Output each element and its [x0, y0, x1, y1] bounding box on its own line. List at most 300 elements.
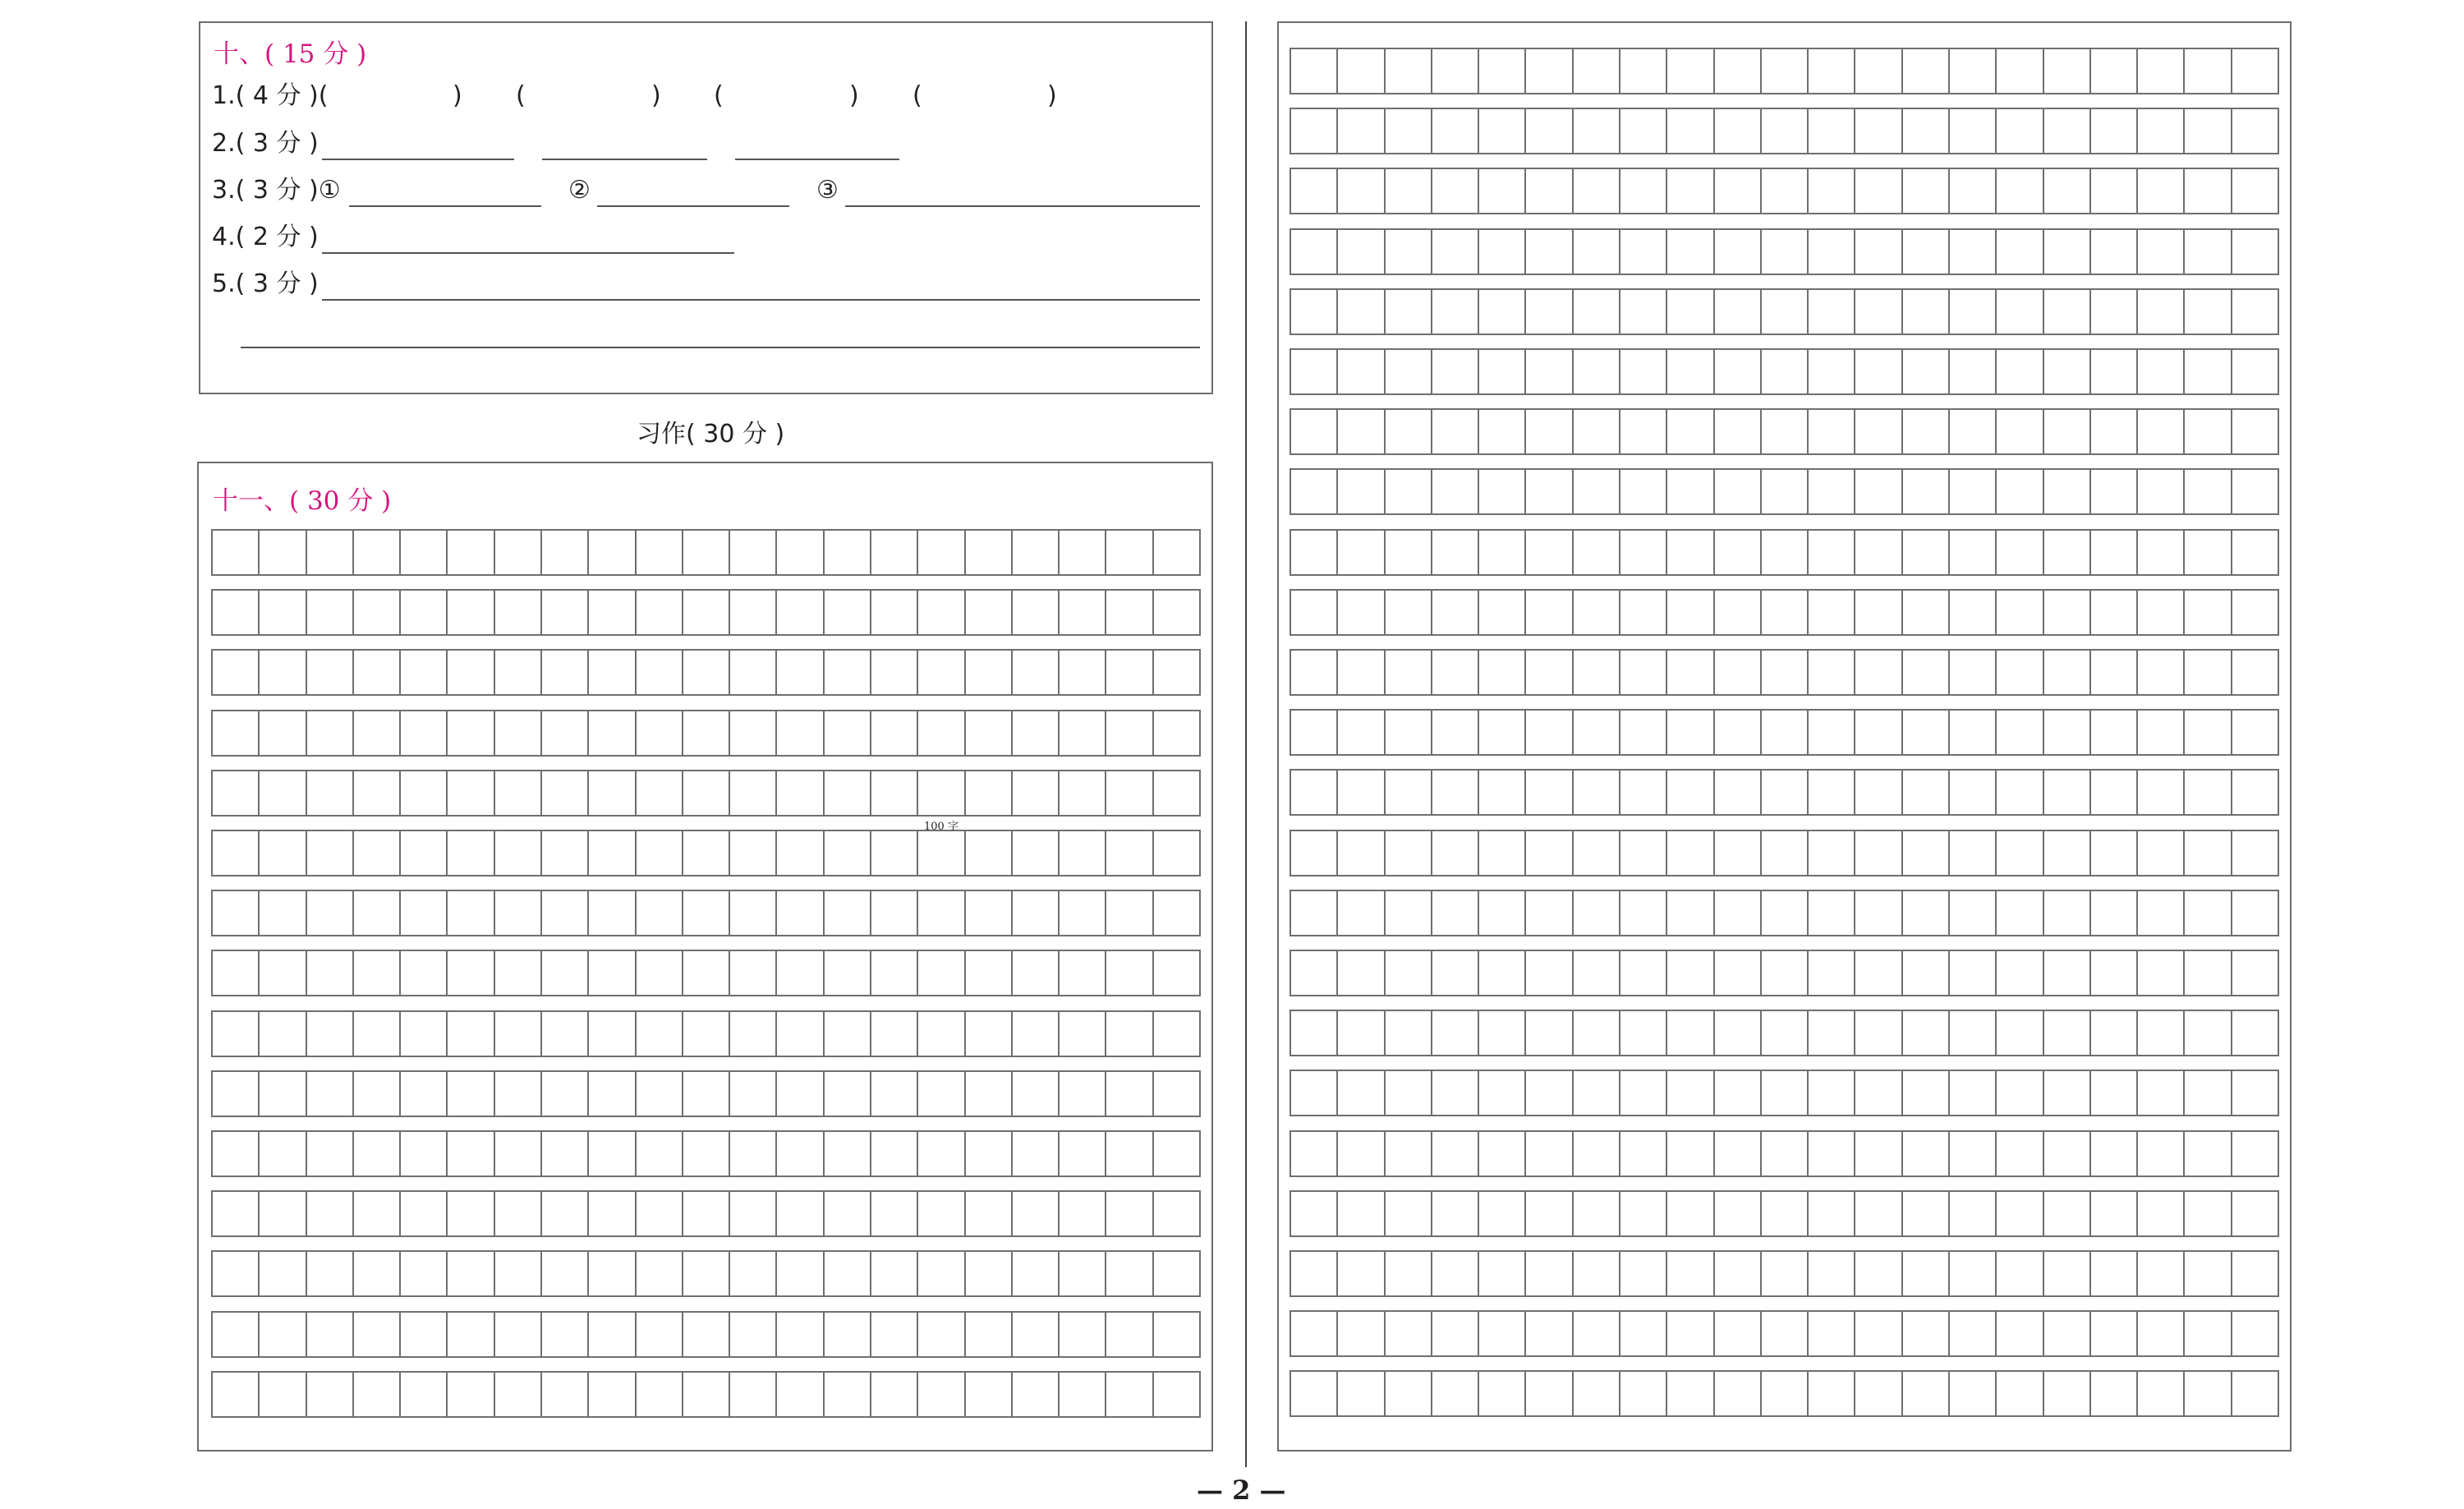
grid-cell[interactable] — [1620, 1192, 1667, 1235]
grid-cell[interactable] — [1950, 1132, 1997, 1175]
grid-cell[interactable] — [1060, 1252, 1106, 1295]
grid-cell[interactable] — [1809, 1192, 1855, 1235]
grid-cell[interactable] — [495, 1012, 542, 1056]
grid-cell[interactable] — [1060, 711, 1106, 755]
grid-cell[interactable] — [1620, 771, 1667, 814]
grid-cell[interactable] — [1809, 410, 1855, 453]
grid-cell[interactable] — [918, 771, 965, 815]
grid-cell[interactable] — [1855, 49, 1902, 93]
grid-cell[interactable] — [1479, 1312, 1526, 1355]
grid-cell[interactable] — [1432, 1192, 1479, 1235]
grid-cell[interactable] — [542, 1313, 589, 1356]
grid-cell[interactable] — [683, 891, 730, 935]
grid-cell[interactable] — [2138, 410, 2185, 453]
grid-cell[interactable] — [2138, 1011, 2185, 1055]
grid-cell[interactable] — [1338, 1071, 1385, 1115]
grid-cell[interactable] — [1338, 1252, 1385, 1295]
grid-cell[interactable] — [307, 1072, 354, 1116]
grid-cell[interactable] — [1106, 531, 1153, 574]
grid-cell[interactable] — [260, 1252, 306, 1295]
grid-cell[interactable] — [683, 711, 730, 755]
grid-cell[interactable] — [448, 531, 494, 574]
grid-cell[interactable] — [401, 651, 448, 694]
grid-cell[interactable] — [1855, 591, 1902, 634]
grid-cell[interactable] — [1620, 470, 1667, 513]
grid-cell[interactable] — [871, 1252, 918, 1295]
grid-cell[interactable] — [1386, 651, 1432, 694]
grid-cell[interactable] — [401, 1192, 448, 1235]
grid-cell[interactable] — [2185, 1312, 2232, 1355]
grid-cell[interactable] — [2044, 290, 2091, 334]
grid-cell[interactable] — [401, 1313, 448, 1356]
grid-cell[interactable] — [2044, 711, 2091, 754]
grid-cell[interactable] — [1903, 831, 1950, 875]
grid-cell[interactable] — [1386, 531, 1432, 574]
grid-cell[interactable] — [2138, 1372, 2185, 1415]
grid-cell[interactable] — [730, 1373, 777, 1416]
grid-cell[interactable] — [1997, 831, 2043, 875]
grid-cell[interactable] — [1903, 350, 1950, 393]
grid-cell[interactable] — [871, 1373, 918, 1416]
grid-cell[interactable] — [1432, 951, 1479, 995]
grid-cell[interactable] — [1715, 1372, 1762, 1415]
grid-cell[interactable] — [2232, 470, 2278, 513]
grid-cell[interactable] — [777, 651, 824, 694]
grid-cell[interactable] — [2044, 1252, 2091, 1295]
grid-cell[interactable] — [918, 591, 965, 634]
grid-cell[interactable] — [730, 1012, 777, 1056]
grid-cell[interactable] — [2232, 1312, 2278, 1355]
grid-cell[interactable] — [448, 591, 494, 634]
grid-cell[interactable] — [1432, 410, 1479, 453]
grid-cell[interactable] — [1479, 951, 1526, 995]
grid-cell[interactable] — [1338, 470, 1385, 513]
grid-cell[interactable] — [307, 1192, 354, 1235]
grid-cell[interactable] — [401, 711, 448, 755]
grid-cell[interactable] — [1291, 1132, 1338, 1175]
grid-cell[interactable] — [637, 651, 683, 694]
grid-cell[interactable] — [2091, 290, 2138, 334]
grid-cell[interactable] — [2185, 1192, 2232, 1235]
grid-cell[interactable] — [2044, 1071, 2091, 1115]
grid-cell[interactable] — [213, 891, 260, 935]
grid-cell[interactable] — [495, 651, 542, 694]
grid-cell[interactable] — [1479, 49, 1526, 93]
grid-cell[interactable] — [1809, 1252, 1855, 1295]
grid-cell[interactable] — [401, 1012, 448, 1056]
grid-cell[interactable] — [260, 651, 306, 694]
grid-cell[interactable] — [1154, 1252, 1199, 1295]
grid-cell[interactable] — [1060, 1012, 1106, 1056]
grid-cell[interactable] — [542, 1373, 589, 1416]
grid-cell[interactable] — [354, 651, 401, 694]
grid-cell[interactable] — [683, 1373, 730, 1416]
grid-cell[interactable] — [918, 1313, 965, 1356]
grid-cell[interactable] — [1106, 951, 1153, 995]
grid-cell[interactable] — [918, 951, 965, 995]
grid-cell[interactable] — [777, 771, 824, 815]
grid-cell[interactable] — [683, 951, 730, 995]
grid-cell[interactable] — [918, 891, 965, 935]
grid-cell[interactable] — [448, 651, 494, 694]
grid-cell[interactable] — [1526, 1252, 1573, 1295]
grid-cell[interactable] — [260, 591, 306, 634]
grid-cell[interactable] — [2044, 1192, 2091, 1235]
grid-cell[interactable] — [1620, 1312, 1667, 1355]
grid-cell[interactable] — [2091, 49, 2138, 93]
grid-cell[interactable] — [730, 1132, 777, 1175]
grid-cell[interactable] — [1386, 1252, 1432, 1295]
grid-cell[interactable] — [213, 1192, 260, 1235]
grid-cell[interactable] — [448, 951, 494, 995]
grid-cell[interactable] — [1526, 771, 1573, 814]
grid-cell[interactable] — [1715, 651, 1762, 694]
grid-cell[interactable] — [966, 1313, 1013, 1356]
grid-cell[interactable] — [213, 951, 260, 995]
grid-cell[interactable] — [2091, 771, 2138, 814]
grid-cell[interactable] — [730, 951, 777, 995]
grid-cell[interactable] — [1291, 230, 1338, 274]
grid-cell[interactable] — [1338, 711, 1385, 754]
grid-cell[interactable] — [871, 1012, 918, 1056]
grid-cell[interactable] — [1338, 531, 1385, 574]
grid-cell[interactable] — [1809, 290, 1855, 334]
grid-cell[interactable] — [871, 1313, 918, 1356]
grid-cell[interactable] — [1574, 951, 1620, 995]
grid-cell[interactable] — [1338, 230, 1385, 274]
grid-cell[interactable] — [2091, 831, 2138, 875]
grid-cell[interactable] — [1432, 1372, 1479, 1415]
grid-cell[interactable] — [1013, 1373, 1060, 1416]
grid-cell[interactable] — [2091, 410, 2138, 453]
grid-cell[interactable] — [1903, 109, 1950, 153]
grid-cell[interactable] — [2232, 1011, 2278, 1055]
grid-cell[interactable] — [1762, 1372, 1809, 1415]
grid-cell[interactable] — [1715, 1071, 1762, 1115]
grid-cell[interactable] — [1154, 1313, 1199, 1356]
grid-cell[interactable] — [1526, 169, 1573, 213]
grid-cell[interactable] — [1432, 290, 1479, 334]
grid-cell[interactable] — [2232, 651, 2278, 694]
grid-cell[interactable] — [1762, 290, 1809, 334]
grid-cell[interactable] — [1997, 651, 2043, 694]
grid-cell[interactable] — [683, 651, 730, 694]
grid-cell[interactable] — [1762, 470, 1809, 513]
grid-cell[interactable] — [1432, 470, 1479, 513]
grid-cell[interactable] — [2138, 951, 2185, 995]
grid-cell[interactable] — [213, 591, 260, 634]
grid-cell[interactable] — [1620, 651, 1667, 694]
grid-cell[interactable] — [1620, 1011, 1667, 1055]
grid-cell[interactable] — [1526, 290, 1573, 334]
grid-cell[interactable] — [1338, 350, 1385, 393]
grid-cell[interactable] — [448, 1132, 494, 1175]
grid-cell[interactable] — [1809, 109, 1855, 153]
grid-cell[interactable] — [1762, 891, 1809, 935]
grid-cell[interactable] — [2232, 290, 2278, 334]
grid-cell[interactable] — [1762, 831, 1809, 875]
grid-cell[interactable] — [918, 651, 965, 694]
grid-cell[interactable] — [1432, 1071, 1479, 1115]
grid-cell[interactable] — [307, 1132, 354, 1175]
grid-cell[interactable] — [1479, 1132, 1526, 1175]
grid-cell[interactable] — [589, 1132, 636, 1175]
grid-cell[interactable] — [2044, 651, 2091, 694]
grid-cell[interactable] — [495, 1373, 542, 1416]
grid-cell[interactable] — [1574, 109, 1620, 153]
grid-cell[interactable] — [213, 1012, 260, 1056]
grid-cell[interactable] — [1386, 1132, 1432, 1175]
grid-cell[interactable] — [777, 591, 824, 634]
grid-cell[interactable] — [1338, 771, 1385, 814]
grid-cell[interactable] — [1809, 49, 1855, 93]
grid-cell[interactable] — [2185, 1011, 2232, 1055]
grid-cell[interactable] — [1715, 531, 1762, 574]
grid-cell[interactable] — [730, 1313, 777, 1356]
grid-cell[interactable] — [2138, 891, 2185, 935]
grid-cell[interactable] — [1291, 831, 1338, 875]
grid-cell[interactable] — [2138, 1192, 2185, 1235]
grid-cell[interactable] — [1013, 831, 1060, 875]
grid-cell[interactable] — [1432, 1312, 1479, 1355]
grid-cell[interactable] — [589, 891, 636, 935]
grid-cell[interactable] — [637, 1313, 683, 1356]
grid-cell[interactable] — [1997, 1372, 2043, 1415]
grid-cell[interactable] — [307, 1012, 354, 1056]
grid-cell[interactable] — [495, 891, 542, 935]
grid-cell[interactable] — [1903, 230, 1950, 274]
grid-cell[interactable] — [2138, 230, 2185, 274]
grid-cell[interactable] — [1526, 350, 1573, 393]
grid-cell[interactable] — [2232, 49, 2278, 93]
grid-cell[interactable] — [1762, 1192, 1809, 1235]
grid-cell[interactable] — [1432, 531, 1479, 574]
grid-cell[interactable] — [2044, 771, 2091, 814]
grid-cell[interactable] — [1479, 711, 1526, 754]
grid-cell[interactable] — [1903, 169, 1950, 213]
grid-cell[interactable] — [542, 951, 589, 995]
grid-cell[interactable] — [1060, 831, 1106, 875]
grid-cell[interactable] — [1526, 109, 1573, 153]
grid-cell[interactable] — [495, 591, 542, 634]
grid-cell[interactable] — [1715, 230, 1762, 274]
grid-cell[interactable] — [401, 771, 448, 815]
grid-cell[interactable] — [1762, 109, 1809, 153]
grid-cell[interactable] — [542, 1012, 589, 1056]
grid-cell[interactable] — [637, 711, 683, 755]
grid-cell[interactable] — [1386, 290, 1432, 334]
grid-cell[interactable] — [448, 711, 494, 755]
grid-cell[interactable] — [1013, 711, 1060, 755]
grid-cell[interactable] — [1667, 651, 1714, 694]
grid-cell[interactable] — [1997, 350, 2043, 393]
grid-cell[interactable] — [2044, 169, 2091, 213]
grid-cell[interactable] — [2232, 711, 2278, 754]
grid-cell[interactable] — [1291, 591, 1338, 634]
grid-cell[interactable] — [1855, 169, 1902, 213]
grid-cell[interactable] — [2232, 169, 2278, 213]
grid-cell[interactable] — [1855, 109, 1902, 153]
grid-cell[interactable] — [354, 891, 401, 935]
grid-cell[interactable] — [637, 1072, 683, 1116]
grid-cell[interactable] — [918, 531, 965, 574]
grid-cell[interactable] — [307, 831, 354, 875]
grid-cell[interactable] — [1667, 1071, 1714, 1115]
grid-cell[interactable] — [589, 951, 636, 995]
grid-cell[interactable] — [1855, 1312, 1902, 1355]
grid-cell[interactable] — [495, 1132, 542, 1175]
grid-cell[interactable] — [1106, 1313, 1153, 1356]
grid-cell[interactable] — [966, 1373, 1013, 1416]
grid-cell[interactable] — [1526, 711, 1573, 754]
grid-cell[interactable] — [1997, 290, 2043, 334]
grid-cell[interactable] — [1013, 1192, 1060, 1235]
grid-cell[interactable] — [1526, 531, 1573, 574]
grid-cell[interactable] — [1855, 1192, 1902, 1235]
grid-cell[interactable] — [401, 1373, 448, 1416]
grid-cell[interactable] — [1291, 1192, 1338, 1235]
grid-cell[interactable] — [213, 1072, 260, 1116]
grid-cell[interactable] — [2232, 771, 2278, 814]
grid-cell[interactable] — [1060, 1192, 1106, 1235]
grid-cell[interactable] — [1291, 410, 1338, 453]
grid-cell[interactable] — [1291, 951, 1338, 995]
grid-cell[interactable] — [213, 771, 260, 815]
grid-cell[interactable] — [1432, 1132, 1479, 1175]
grid-cell[interactable] — [1386, 831, 1432, 875]
grid-cell[interactable] — [918, 1012, 965, 1056]
grid-cell[interactable] — [448, 1192, 494, 1235]
grid-cell[interactable] — [1715, 1312, 1762, 1355]
grid-cell[interactable] — [1574, 1071, 1620, 1115]
grid-cell[interactable] — [1809, 891, 1855, 935]
grid-cell[interactable] — [2044, 891, 2091, 935]
grid-cell[interactable] — [1762, 49, 1809, 93]
grid-cell[interactable] — [1715, 1192, 1762, 1235]
grid-cell[interactable] — [683, 771, 730, 815]
grid-cell[interactable] — [495, 831, 542, 875]
grid-cell[interactable] — [1479, 531, 1526, 574]
grid-cell[interactable] — [2044, 1312, 2091, 1355]
grid-cell[interactable] — [401, 1072, 448, 1116]
grid-cell[interactable] — [1432, 49, 1479, 93]
grid-cell[interactable] — [1386, 169, 1432, 213]
grid-cell[interactable] — [1997, 711, 2043, 754]
grid-cell[interactable] — [2138, 771, 2185, 814]
grid-cell[interactable] — [307, 1252, 354, 1295]
grid-cell[interactable] — [307, 771, 354, 815]
grid-cell[interactable] — [2185, 1372, 2232, 1415]
grid-cell[interactable] — [1997, 470, 2043, 513]
grid-cell[interactable] — [1432, 651, 1479, 694]
grid-cell[interactable] — [1574, 651, 1620, 694]
grid-cell[interactable] — [260, 1313, 306, 1356]
grid-cell[interactable] — [1386, 951, 1432, 995]
grid-cell[interactable] — [918, 831, 965, 875]
grid-cell[interactable] — [1715, 591, 1762, 634]
grid-cell[interactable] — [1620, 169, 1667, 213]
grid-cell[interactable] — [1526, 1071, 1573, 1115]
grid-cell[interactable] — [1106, 831, 1153, 875]
grid-cell[interactable] — [1574, 1252, 1620, 1295]
grid-cell[interactable] — [1903, 531, 1950, 574]
grid-cell[interactable] — [2138, 1312, 2185, 1355]
grid-cell[interactable] — [2185, 49, 2232, 93]
grid-cell[interactable] — [1950, 531, 1997, 574]
grid-cell[interactable] — [2185, 891, 2232, 935]
grid-cell[interactable] — [2044, 230, 2091, 274]
grid-cell[interactable] — [1855, 1372, 1902, 1415]
grid-cell[interactable] — [1620, 1132, 1667, 1175]
grid-cell[interactable] — [1060, 951, 1106, 995]
grid-cell[interactable] — [260, 1072, 306, 1116]
grid-cell[interactable] — [213, 711, 260, 755]
grid-cell[interactable] — [260, 771, 306, 815]
grid-cell[interactable] — [1667, 891, 1714, 935]
grid-cell[interactable] — [1013, 1012, 1060, 1056]
grid-cell[interactable] — [1338, 410, 1385, 453]
grid-cell[interactable] — [589, 711, 636, 755]
grid-cell[interactable] — [966, 1072, 1013, 1116]
grid-cell[interactable] — [871, 891, 918, 935]
grid-cell[interactable] — [637, 951, 683, 995]
grid-cell[interactable] — [1620, 831, 1667, 875]
grid-cell[interactable] — [354, 531, 401, 574]
grid-cell[interactable] — [1154, 711, 1199, 755]
grid-cell[interactable] — [1338, 1011, 1385, 1055]
grid-cell[interactable] — [448, 1313, 494, 1356]
grid-cell[interactable] — [213, 1132, 260, 1175]
grid-cell[interactable] — [2138, 531, 2185, 574]
grid-cell[interactable] — [495, 1313, 542, 1356]
grid-cell[interactable] — [1106, 651, 1153, 694]
grid-cell[interactable] — [589, 1373, 636, 1416]
grid-cell[interactable] — [1013, 1252, 1060, 1295]
grid-cell[interactable] — [683, 1192, 730, 1235]
grid-cell[interactable] — [1667, 711, 1714, 754]
grid-cell[interactable] — [777, 531, 824, 574]
grid-cell[interactable] — [1291, 1011, 1338, 1055]
grid-cell[interactable] — [1950, 771, 1997, 814]
grid-cell[interactable] — [2091, 591, 2138, 634]
grid-cell[interactable] — [825, 1072, 871, 1116]
grid-cell[interactable] — [260, 1132, 306, 1175]
grid-cell[interactable] — [589, 1252, 636, 1295]
grid-cell[interactable] — [260, 711, 306, 755]
grid-cell[interactable] — [1291, 651, 1338, 694]
grid-cell[interactable] — [1620, 711, 1667, 754]
grid-cell[interactable] — [1809, 169, 1855, 213]
grid-cell[interactable] — [2185, 470, 2232, 513]
grid-cell[interactable] — [401, 591, 448, 634]
grid-cell[interactable] — [1809, 1071, 1855, 1115]
grid-cell[interactable] — [542, 591, 589, 634]
grid-cell[interactable] — [1386, 1192, 1432, 1235]
grid-cell[interactable] — [1479, 410, 1526, 453]
grid-cell[interactable] — [1809, 230, 1855, 274]
grid-cell[interactable] — [2185, 531, 2232, 574]
grid-cell[interactable] — [401, 1252, 448, 1295]
grid-cell[interactable] — [1950, 470, 1997, 513]
grid-cell[interactable] — [1338, 951, 1385, 995]
grid-cell[interactable] — [1997, 531, 2043, 574]
grid-cell[interactable] — [401, 951, 448, 995]
grid-cell[interactable] — [1667, 49, 1714, 93]
grid-cell[interactable] — [354, 1012, 401, 1056]
grid-cell[interactable] — [1574, 1372, 1620, 1415]
grid-cell[interactable] — [1950, 350, 1997, 393]
grid-cell[interactable] — [1386, 49, 1432, 93]
